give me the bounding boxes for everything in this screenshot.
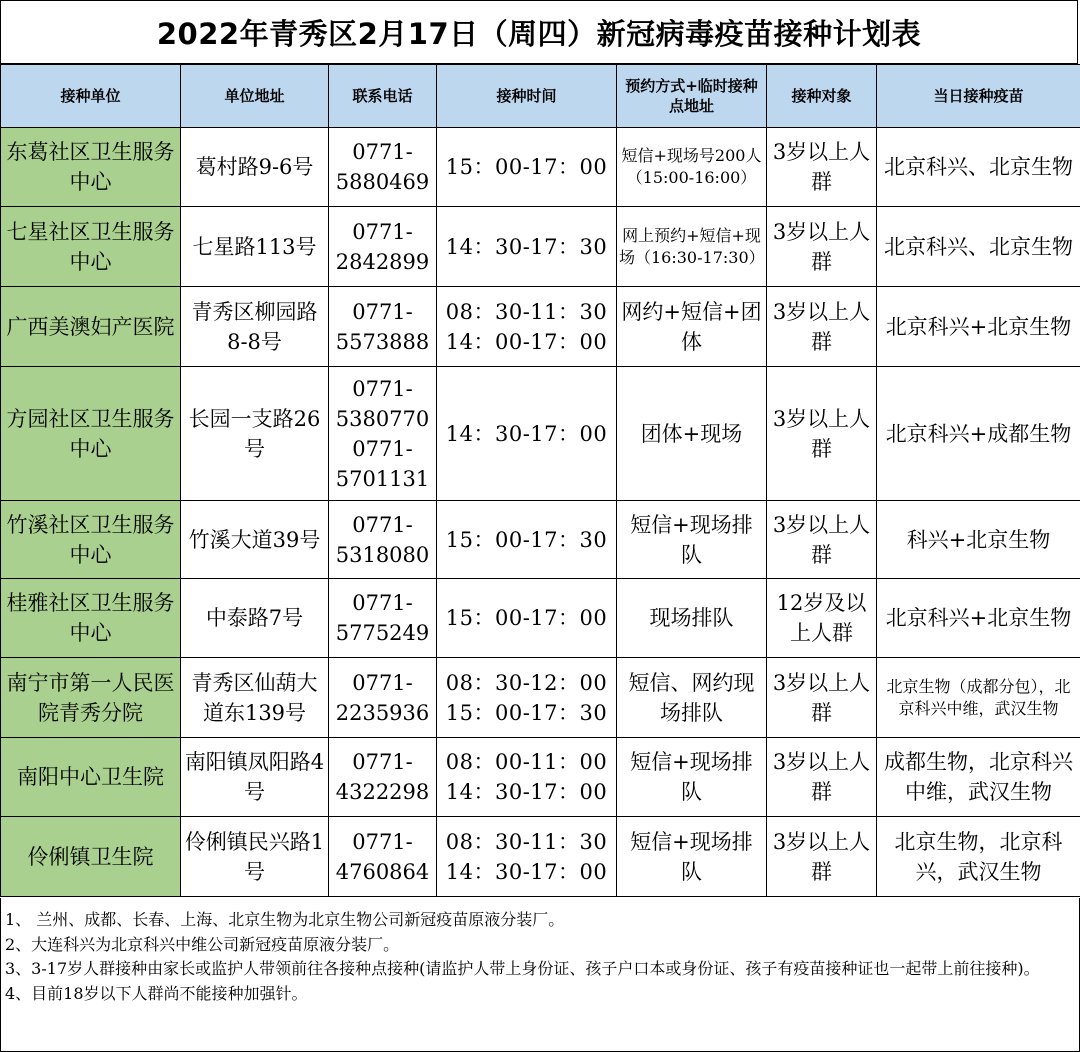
cell-vaccine: 成都生物，北京科兴中维，武汉生物 <box>877 738 1080 817</box>
cell-phone-line: 5880469 <box>335 170 430 194</box>
cell-time-line: 15：00-17：30 <box>445 700 608 725</box>
cell-phone-line: 0771- <box>352 140 413 164</box>
page-title: 2022年青秀区2月17日（周四）新冠病毒疫苗接种计划表 <box>0 0 1078 64</box>
cell-vaccine: 北京科兴、北京生物 <box>877 207 1080 287</box>
cell-phone-line: 0771- <box>352 299 413 324</box>
cell-target: 3岁以上人群 <box>767 128 877 207</box>
cell-time <box>437 128 617 207</box>
cell-booking: 短信+现场排队 <box>617 817 767 897</box>
cell-phone <box>329 738 437 817</box>
header-vaccine: 当日接种疫苗 <box>877 65 1080 128</box>
table-row <box>1 817 1080 897</box>
cell-time-line: 15：00-17：30 <box>445 527 608 552</box>
cell-address: 青秀区仙葫大道东139号 <box>181 658 329 738</box>
table-row <box>1 207 1080 287</box>
cell-phone-line: 5380770 <box>335 406 430 431</box>
cell-time-line: 14：30-17：30 <box>445 234 608 259</box>
cell-time <box>437 501 617 579</box>
cell-phone-line: 5573888 <box>335 329 430 354</box>
header-time: 接种时间 <box>437 65 617 128</box>
cell-phone <box>329 287 437 367</box>
cell-address: 南阳镇凤阳路4号 <box>181 738 329 817</box>
cell-phone-line: 4760864 <box>335 859 430 884</box>
header-address: 单位地址 <box>181 65 329 128</box>
cell-phone-line: 0771- <box>352 512 413 537</box>
cell-phone <box>329 367 437 501</box>
table-row <box>1 287 1080 367</box>
cell-vaccine: 北京科兴+成都生物 <box>877 367 1080 501</box>
cell-vaccine: 北京生物，北京科兴，武汉生物 <box>877 817 1080 897</box>
table-row <box>1 367 1080 501</box>
cell-unit: 桂雅社区卫生服务中心 <box>1 579 181 658</box>
cell-unit: 东葛社区卫生服务中心 <box>1 128 181 207</box>
cell-phone-line: 2842899 <box>335 249 430 274</box>
cell-booking: 网约+短信+团体 <box>617 287 767 367</box>
cell-phone-line: 0771- <box>352 376 413 401</box>
cell-time-line: 08：00-11：00 <box>445 750 608 774</box>
cell-phone <box>329 579 437 658</box>
table-header-row <box>1 65 1080 128</box>
cell-unit: 竹溪社区卫生服务中心 <box>1 501 181 579</box>
cell-target: 3岁以上人群 <box>767 738 877 817</box>
table-row <box>1 658 1080 738</box>
cell-unit: 广西美澳妇产医院 <box>1 287 181 367</box>
cell-target: 3岁以上人群 <box>767 207 877 287</box>
cell-phone-line: 0771- <box>352 591 413 615</box>
cell-phone-line: 0771- <box>352 670 413 695</box>
cell-vaccine: 科兴+北京生物 <box>877 501 1080 579</box>
table-row <box>1 738 1080 817</box>
cell-address: 长园一支路26号 <box>181 367 329 501</box>
cell-phone <box>329 128 437 207</box>
cell-phone-line: 5701131 <box>335 466 430 491</box>
cell-vaccine: 北京科兴+北京生物 <box>877 287 1080 367</box>
cell-time-line: 08：30-12：00 <box>445 670 608 695</box>
cell-target: 3岁以上人群 <box>767 817 877 897</box>
cell-address: 青秀区柳园路8-8号 <box>181 287 329 367</box>
cell-target: 3岁以上人群 <box>767 367 877 501</box>
cell-time-line: 08：30-11：30 <box>445 829 608 854</box>
footnotes <box>0 898 1080 1052</box>
cell-time <box>437 367 617 501</box>
cell-booking: 短信+现场号200人（15:00-16:00） <box>617 128 767 207</box>
cell-time-line: 14：30-17：00 <box>445 421 608 446</box>
cell-address: 七星路113号 <box>181 207 329 287</box>
header-target: 接种对象 <box>767 65 877 128</box>
cell-time <box>437 207 617 287</box>
cell-address: 中泰路7号 <box>181 579 329 658</box>
cell-booking: 短信、网约现场排队 <box>617 658 767 738</box>
footnote-4: 4、目前18岁以下人群尚不能接种加强针。 <box>5 983 308 1003</box>
cell-time <box>437 287 617 367</box>
header-phone: 联系电话 <box>329 65 437 128</box>
cell-time-line: 14：30-17：00 <box>445 859 608 884</box>
cell-phone-line: 0771- <box>352 750 413 774</box>
cell-booking: 短信+现场排队 <box>617 501 767 579</box>
header-unit: 接种单位 <box>1 65 181 128</box>
cell-booking: 短信+现场排队 <box>617 738 767 817</box>
cell-time-line: 15：00-17：00 <box>445 155 608 179</box>
cell-target: 3岁以上人群 <box>767 287 877 367</box>
cell-unit: 南宁市第一人民医院青秀分院 <box>1 658 181 738</box>
cell-address: 葛村路9-6号 <box>181 128 329 207</box>
footnote-3: 3、3-17岁人群接种由家长或监护人带领前往各接种点接种(请监护人带上身份证、孩子户口本或身份证、孩子有疫苗接种证也一起带上前往接种)。 <box>5 959 1040 978</box>
cell-booking: 团体+现场 <box>617 367 767 501</box>
cell-time <box>437 579 617 658</box>
cell-phone <box>329 501 437 579</box>
cell-phone-line: 2235936 <box>335 700 430 725</box>
cell-phone <box>329 207 437 287</box>
vaccination-schedule-table <box>0 64 1080 897</box>
cell-phone-line: 5318080 <box>335 542 430 567</box>
cell-phone-line: 0771- <box>352 829 413 854</box>
cell-address: 伶俐镇民兴路1号 <box>181 817 329 897</box>
cell-time-line: 14：30-17：00 <box>445 780 608 804</box>
cell-unit: 伶俐镇卫生院 <box>1 817 181 897</box>
table-row <box>1 128 1080 207</box>
footnote-2: 2、大连科兴为北京科兴中维公司新冠疫苗原液分装厂。 <box>5 934 400 954</box>
footnote-1: 1、 兰州、成都、长春、上海、北京生物为北京生物公司新冠疫苗原液分装厂。 <box>5 910 565 929</box>
cell-unit: 方园社区卫生服务中心 <box>1 367 181 501</box>
table-row <box>1 579 1080 658</box>
cell-phone-line: 0771- <box>352 436 413 461</box>
table-row <box>1 501 1080 579</box>
cell-phone <box>329 817 437 897</box>
cell-time-line: 15：00-17：00 <box>445 606 608 630</box>
cell-vaccine: 北京科兴、北京生物 <box>877 128 1080 207</box>
cell-address: 竹溪大道39号 <box>181 501 329 579</box>
cell-time <box>437 658 617 738</box>
cell-target: 3岁以上人群 <box>767 658 877 738</box>
header-booking: 预约方式+临时接种点地址 <box>617 65 767 128</box>
cell-time-line: 08：30-11：30 <box>445 299 608 324</box>
cell-phone-line: 5775249 <box>335 621 430 645</box>
cell-unit: 七星社区卫生服务中心 <box>1 207 181 287</box>
cell-vaccine: 北京生物（成都分包），北京科兴中维，武汉生物 <box>877 658 1080 738</box>
cell-booking: 现场排队 <box>617 579 767 658</box>
cell-phone-line: 0771- <box>352 219 413 244</box>
cell-target: 12岁及以上人群 <box>767 579 877 658</box>
cell-vaccine: 北京科兴+北京生物 <box>877 579 1080 658</box>
cell-target: 3岁以上人群 <box>767 501 877 579</box>
cell-unit: 南阳中心卫生院 <box>1 738 181 817</box>
cell-phone <box>329 658 437 738</box>
cell-phone-line: 4322298 <box>335 780 430 804</box>
cell-time <box>437 738 617 817</box>
cell-booking: 网上预约+短信+现场（16:30-17:30） <box>617 207 767 287</box>
cell-time-line: 14：00-17：00 <box>445 329 608 354</box>
cell-time <box>437 817 617 897</box>
